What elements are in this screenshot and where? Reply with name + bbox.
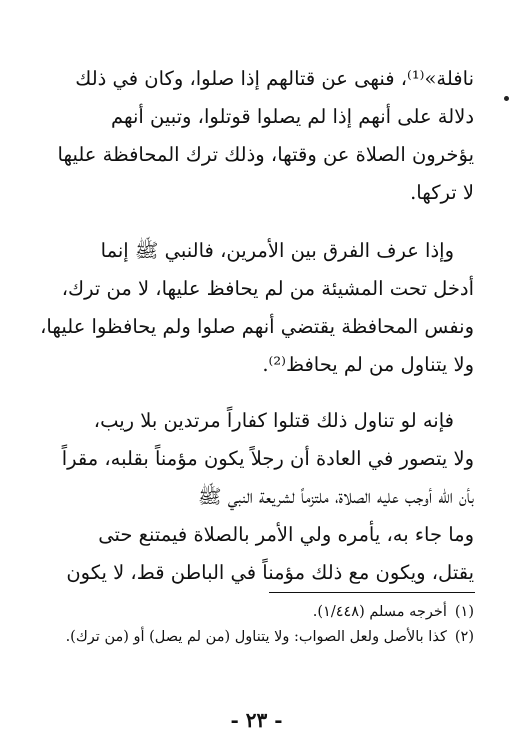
margin-mark: [504, 96, 509, 101]
paragraph-2: [34, 232, 474, 384]
paragraph-3: [34, 402, 474, 592]
footnote-divider: [269, 592, 475, 593]
footnote-2: [34, 625, 474, 650]
footnote-1-number: (١): [454, 604, 474, 620]
paragraph-1: [34, 60, 474, 212]
paragraph-2-line-3: ونفس المحافظة يقتضي أنهم صلوا ولم يحافظوا عليها،: [40, 315, 474, 338]
footnote-1-text: أخرجه مسلم (١/٤٤٨).: [312, 604, 447, 620]
paragraph-1-line-1: نافلة»⁽¹⁾، فنهى عن قتالهم إذا صلوا، وكان في ذلك: [75, 67, 474, 90]
footnote-2-number: (٢): [454, 629, 474, 645]
page-number: - ٢٣ -: [230, 708, 283, 732]
paragraph-3-line-4: وما جاء به، يأمره ولي الأمر بالصلاة فيمتنع حتى: [98, 523, 474, 546]
paragraph-2-line-1: وإذا عرف الفرق بين الأمرين، فالنبي ﷺ إنما: [100, 239, 454, 262]
paragraph-2-line-4: ولا يتناول من لم يحافظ⁽²⁾.: [262, 353, 474, 376]
paragraph-1-line-4: لا تركها.: [410, 181, 474, 204]
paragraph-3-line-5: يقتل، ويكون مع ذلك مؤمناً في الباطن قط، لا يكون: [66, 561, 474, 584]
footnote-1: [34, 600, 474, 625]
paragraph-3-line-1: فإنه لو تناول ذلك قتلوا كفاراً مرتدين بلا ريب،: [93, 409, 454, 432]
footnote-2-text: كذا بالأصل ولعل الصواب: ولا يتناول (من لم يصل) أو (من ترك).: [65, 629, 447, 645]
paragraph-3-line-3: بأن الله أوجب عليه الصلاة، ملتزماً لشريعة النبي ﷺ: [197, 485, 474, 508]
paragraph-2-line-2: أدخل تحت المشيئة من لم يحافظ عليها، لا من ترك،: [61, 277, 474, 300]
paragraph-1-line-3: يؤخرون الصلاة عن وقتها، وذلك ترك المحافظة عليها: [57, 143, 474, 166]
paragraph-3-line-2: ولا يتصور في العادة أن رجلاً يكون مؤمناً بقلبه، مقراً: [61, 447, 474, 470]
paragraph-1-line-2: دلالة على أنهم إذا لم يصلوا قوتلوا، وتبين أنهم: [111, 105, 474, 128]
footnotes: [34, 600, 474, 650]
